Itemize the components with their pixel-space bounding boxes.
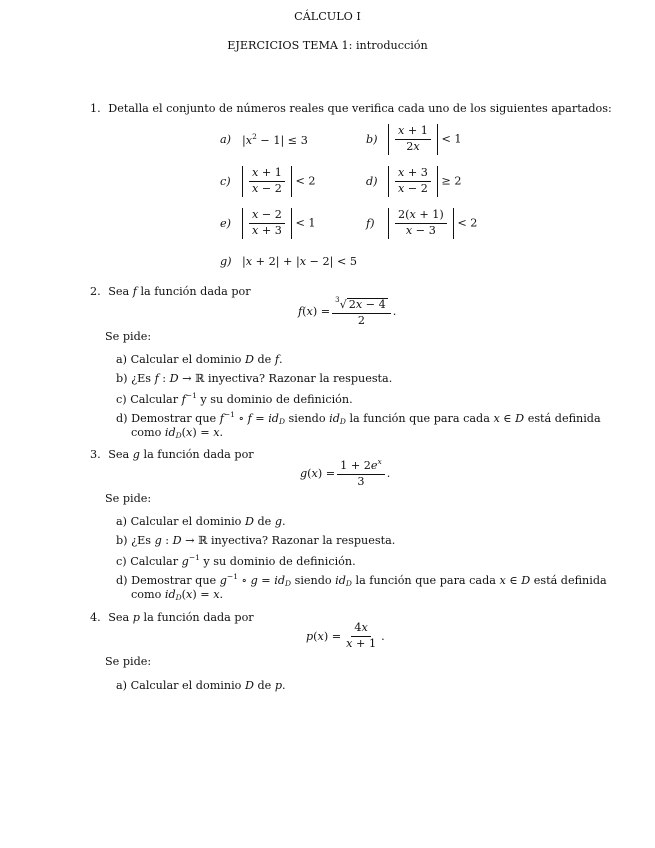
item-text: está definida [524,412,601,425]
exercise-text: la función dada por [139,448,254,461]
formula-1g: |x + 2| + |x − 2| < 5 [242,255,358,268]
item-text: inyectiva? Razonar la respuesta. [204,372,393,385]
item-text: Calcular [130,393,182,406]
item-text: ¿Es [131,534,155,547]
se-pide-label: Se pide: [105,655,152,668]
item-3a: a) Calcular el dominio D de g. [116,515,286,528]
exercise-text: Sea [108,448,133,461]
exercise-1-statement [90,102,612,115]
item-label: a) [220,133,232,146]
function-name: f [132,285,137,298]
item-label: c) [116,393,127,406]
item-1a [220,132,308,147]
item-label: b) [366,132,378,146]
item-3b: b) ¿Es g : D → ℝ inyectiva? Razonar la respuesta. [116,534,396,547]
item-label: c) [220,174,231,188]
formula-1a: $|x^2 - 1| \le 3$ [242,132,308,147]
item-3d: d) Demostrar que $g^{-1}$ ∘ $g = id_D$ siendo $id_D$ la función que para cada x ∈ D está definida [116,572,607,588]
item-1b [366,124,462,155]
formula-1b: $\frac{x + 1}{2x}$ < 1 [388,124,462,155]
item-text: como [131,588,165,601]
exercise-text: Detalla el conjunto de números reales que verifica cada uno de los siguientes apartados: [108,102,612,115]
item-text: como [131,426,165,439]
item-text: Calcular el dominio [130,679,245,692]
exercise-text: Sea [108,285,133,298]
item-label: e) [220,216,231,230]
exercise-3-statement [90,448,254,461]
item-4a: a) Calcular el dominio D de p. [116,679,286,692]
item-1e [220,208,316,239]
item-2d-cont: como $id_D(x) = x$. [131,426,224,440]
item-text: ¿Es [131,372,155,385]
item-text: inyectiva? Razonar la respuesta. [207,534,396,547]
function-name: g [132,448,140,461]
item-3d-cont: como $id_D(x) = x$. [131,588,224,602]
item-text: siendo [284,412,330,425]
exercise-2-statement [90,285,251,298]
item-text: Calcular [130,555,182,568]
item-text: siendo [291,574,336,587]
item-label: a) [116,515,128,528]
formula-g: g ( x ) = $\frac{1 + 2e^x}{3}$ . [300,457,391,488]
item-label: f) [366,216,375,230]
item-2c: c) Calcular $f^{-1}$ y su dominio de definición. [116,391,353,406]
se-pide-label: Se pide: [105,330,152,343]
item-label: d) [116,412,128,425]
formula-1f: $\frac{2(x + 1)}{x - 3}$ < 2 [388,208,477,239]
item-1d [366,166,462,197]
formula-p: p ( x ) = $\frac{4x}{x + 1}$ . [306,621,385,650]
item-label: d) [366,174,378,188]
item-2d: d) Demostrar que $f^{-1}$ ∘ $f = id_D$ siendo $id_D$ la función que para cada x ∈ D está definida [116,410,601,426]
formula-1d: $\frac{x + 3}{x - 2}$ ≥ 2 [388,166,462,197]
item-label: b) [116,372,128,385]
item-3c: c) Calcular $g^{-1}$ y su dominio de definición. [116,553,356,568]
item-label: g) [220,255,232,268]
exercise-number: 4. [90,611,101,624]
item-1g [220,255,357,268]
item-text: la función que para cada [345,412,494,425]
formula-f: f ( x ) = $\frac{^3√ 2x - 4}{2}$ . [298,296,397,327]
item-text: está definida [530,574,607,587]
exercise-text: Sea [108,611,133,624]
item-label: a) [116,679,128,692]
sheet-subtitle: EJERCICIOS TEMA 1: introducción [227,39,428,52]
item-1f [366,208,477,239]
exercise-4-statement [90,611,254,624]
item-text: la función que para cada [351,574,500,587]
function-name: p [132,611,140,624]
item-label: d) [116,574,128,587]
exercise-text: la función dada por [139,611,254,624]
exercise-number: 2. [90,285,101,298]
formula-1c: $\frac{x + 1}{x - 2}$ < 2 [242,166,316,197]
exercise-number: 1. [90,102,101,115]
item-label: c) [116,555,127,568]
exercise-number: 3. [90,448,101,461]
item-text: Calcular el dominio [130,353,245,366]
item-text: Demostrar que [131,412,220,425]
item-2b: b) ¿Es f : D → ℝ inyectiva? Razonar la respuesta. [116,372,393,385]
item-text: y su dominio de definición. [196,393,353,406]
item-text: Demostrar que [131,574,220,587]
se-pide-label: Se pide: [105,492,152,505]
item-text: y su dominio de definición. [199,555,356,568]
exercise-text: la función dada por [136,285,251,298]
formula-1e: $\frac{x - 2}{x + 3}$ < 1 [242,208,316,239]
item-text: de [253,515,275,528]
item-text: de [253,353,275,366]
course-title: CÁLCULO I [294,10,361,23]
item-2a: a) Calcular el dominio D de f. [116,353,283,366]
item-label: a) [116,353,128,366]
item-text: de [253,679,275,692]
item-label: b) [116,534,128,547]
item-1c [220,166,316,197]
item-text: Calcular el dominio [130,515,245,528]
